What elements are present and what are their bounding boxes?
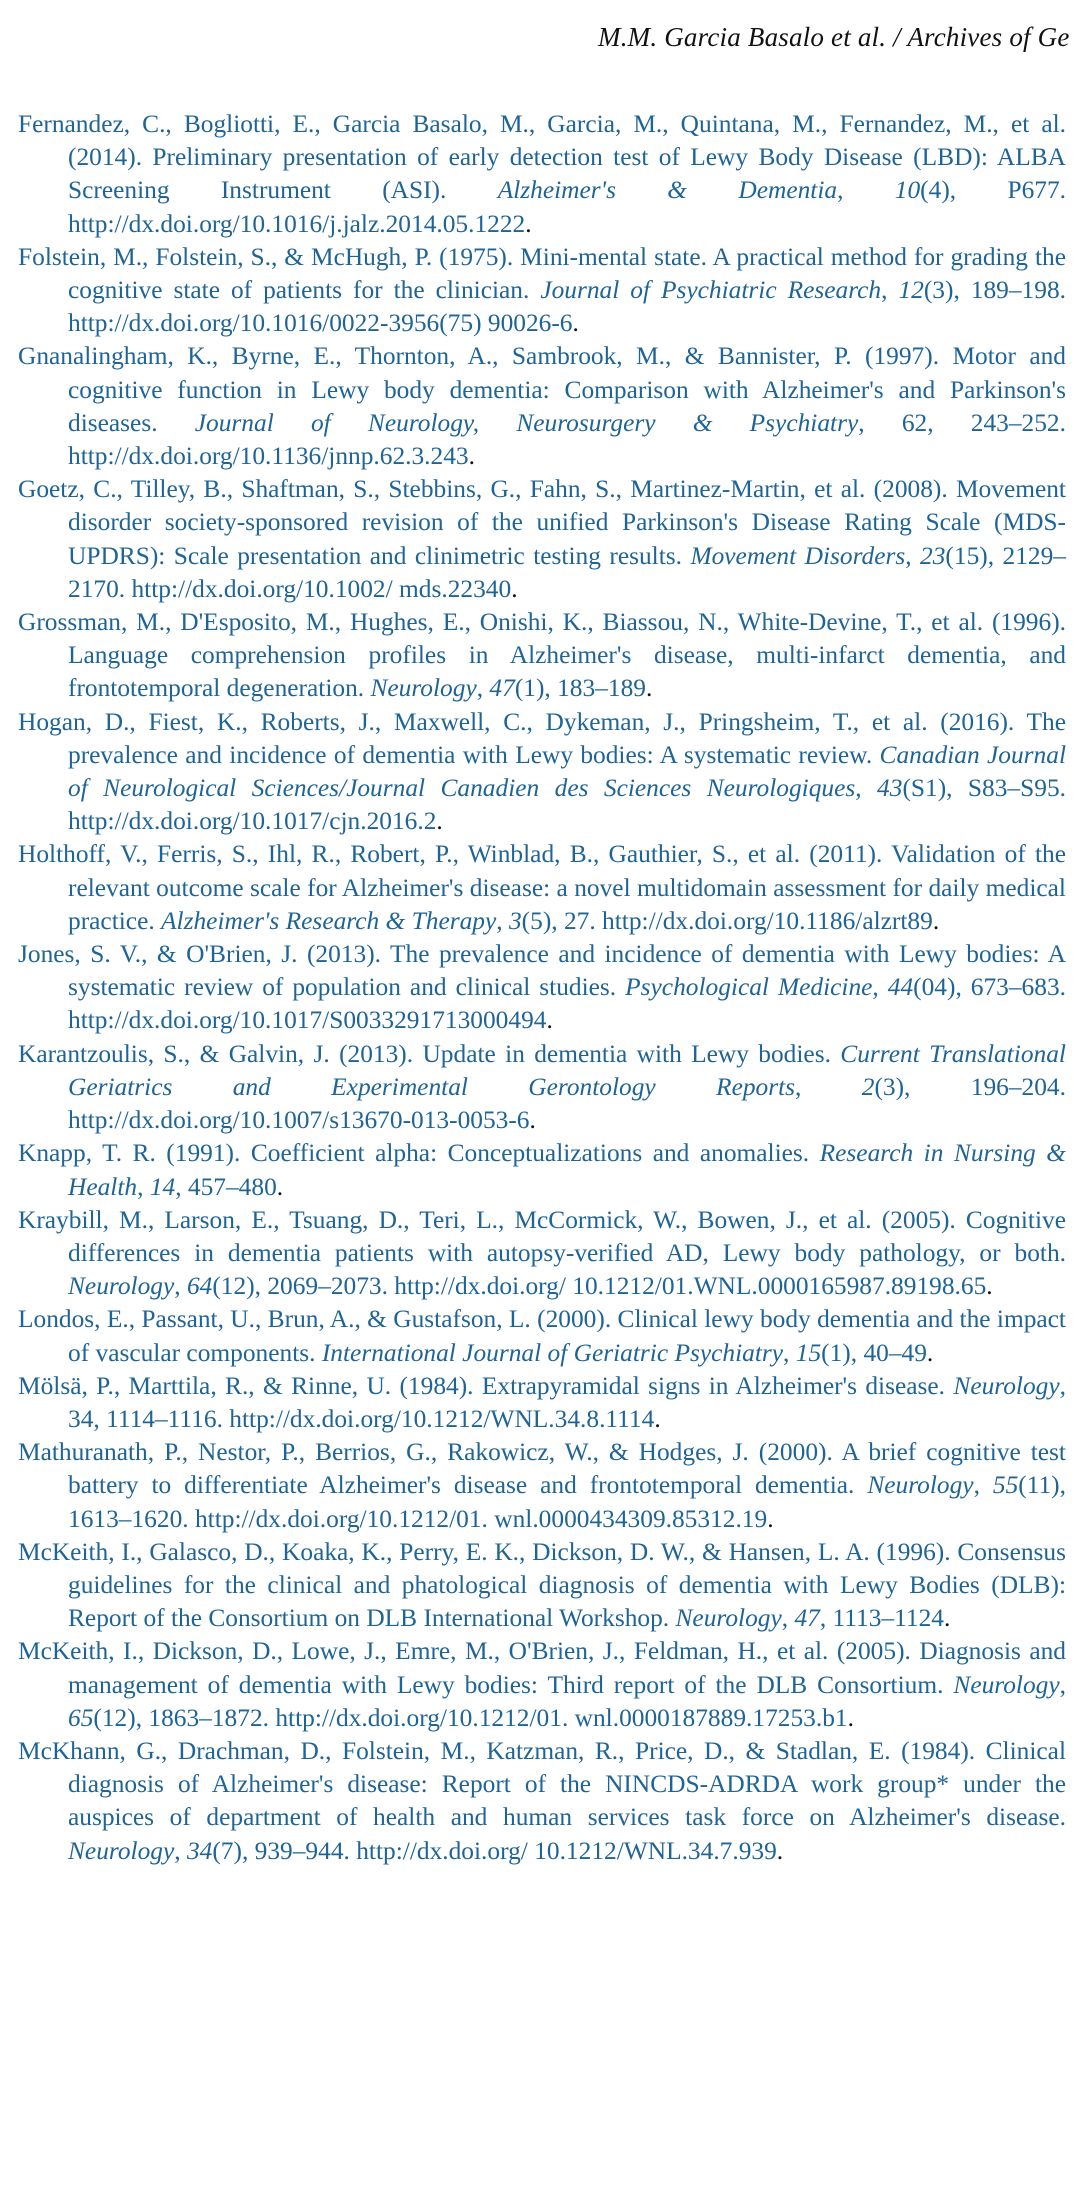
reference-volume: 3 [508,906,522,935]
reference-pages: , 1113–1124 [819,1604,944,1633]
separator: , [783,1338,796,1367]
separator: , [973,1471,993,1500]
reference-item[interactable] [18,340,1066,473]
reference-citation: McKhann, G., Drachman, D., Folstein, M., Katzman, R., Price, D., & Stadlan, E. (1984). Clinical diagnosis of Alzheimer's disease: Report of the NINCDS-ADRDA work group* under the auspices of department of health and human services task force on Alzheimer's disease. [18,1736,1066,1832]
separator: , [137,1172,150,1201]
period: . [943,1604,951,1633]
reference-citation: Londos, E., Passant, U., Brun, A., & Gustafson, L. (2000). Clinical lewy body dementia and the impact of vascular components. [18,1305,1066,1367]
reference-citation: Goetz, C., Tilley, B., Shaftman, S., Stebbins, G., Fahn, S., Martinez-Martin, et al. (2008). Movement disorder society-sponsored revision of the unified Parkinson's Disease Rating Scale (MDS-UPDRS): Scale presentation and clinimetric testing results. [18,475,1066,570]
reference-item[interactable] [18,1635,1066,1735]
reference-doi[interactable]: (3), 189–198. http://dx.doi.org/10.1016/0022-3956(75) 90026-6 [68,276,1066,338]
reference-journal: Alzheimer's & Dementia [497,176,838,205]
separator: , [496,906,509,935]
reference-volume: 2 [861,1072,875,1101]
reference-doi[interactable]: (7), 939–944. http://dx.doi.org/ 10.1212/WNL.34.7.939 [212,1836,777,1865]
reference-citation: Holthoff, V., Ferris, S., Ihl, R., Robert, P., Winblad, B., Gauthier, S., et al. (2011). Validation of the relevant outcome scale for Alzheimer's disease: a novel multidomain assessment for daily medical practice. [18,840,1066,935]
reference-item[interactable] [18,1303,1066,1369]
reference-doi[interactable]: (4), P677. http://dx.doi.org/10.1016/j.jalz.2014.05.1222 [68,176,1067,238]
reference-volume: 44 [887,973,914,1002]
reference-doi[interactable]: , 243–252. http://dx.doi.org/10.1136/jnnp.62.3.243 [68,408,1066,471]
reference-item[interactable] [18,1436,1066,1536]
reference-item[interactable] [18,1204,1066,1304]
reference-doi[interactable]: (04), 673–683. http://dx.doi.org/10.1017/S0033291713000494 [68,973,1066,1035]
reference-volume: 34 [186,1836,213,1865]
period: . [926,1338,934,1367]
reference-pages: , 457–480 [175,1172,277,1201]
reference-citation: Karantzoulis, S., & Galvin, J. (2013). Update in dementia with Lewy bodies. [18,1039,841,1068]
separator: , [858,408,902,437]
period: . [276,1172,284,1201]
reference-doi[interactable]: (11), 1613–1620. http://dx.doi.org/10.1212/01. wnl.0000434309.85312.19 [68,1471,1066,1533]
reference-item[interactable] [18,838,1066,938]
reference-citation: Mathuranath, P., Nestor, P., Berrios, G., Rakowicz, W., & Hodges, J. (2000). A brief cognitive test battery to differentiate Alzheimer's disease and frontotemporal dementia. [18,1438,1066,1500]
reference-doi[interactable]: (3), 196–204. http://dx.doi.org/10.1007/s13670-013-0053-6 [68,1072,1066,1135]
reference-item[interactable] [18,606,1066,706]
reference-item[interactable] [18,1038,1066,1138]
reference-volume: 55 [992,1471,1019,1500]
reference-volume: 47 [794,1604,820,1633]
reference-item[interactable] [18,241,1066,341]
reference-citation: Grossman, M., D'Esposito, M., Hughes, E., Onishi, K., Biassou, N., White-Devine, T., et al. (1996). Language comprehension profiles in Alzheimer's disease, multi-infarct dementia, and frontotemporal degeneration. [18,608,1066,703]
reference-item[interactable] [18,1536,1066,1636]
separator: , [1059,1371,1066,1400]
period: . [572,309,579,338]
reference-volume: 64 [186,1272,213,1301]
period: . [776,1836,784,1865]
reference-doi[interactable]: (12), 1863–1872. http://dx.doi.org/10.1212/01. wnl.0000187889.17253.b1 [93,1703,848,1732]
period: . [436,807,443,836]
reference-journal: Neurology [675,1604,782,1633]
period: . [511,574,518,603]
reference-item[interactable] [18,1370,1066,1436]
reference-journal: International Journal of Geriatric Psychiatry [321,1338,784,1367]
reference-doi[interactable]: (15), 2129–2170. http://dx.doi.org/10.1002/ mds.22340 [68,541,1066,603]
reference-journal: Current Translational Geriatrics and Experimental Gerontology Reports [68,1039,1066,1101]
reference-journal: Research in Nursing & Health [68,1139,1066,1201]
period: . [847,1703,854,1732]
reference-item[interactable] [18,1735,1066,1868]
reference-journal: Neurology [68,1836,175,1865]
period: . [654,1404,661,1433]
period: . [986,1272,993,1301]
reference-journal: Canadian Journal of Neurological Sciences/Journal Canadien des Sciences Neurologiques [68,740,1066,803]
separator: , [905,541,921,570]
reference-journal: Alzheimer's Research & Therapy [161,906,497,935]
reference-journal: Journal of Psychiatric Research [540,276,882,305]
period: . [767,1504,774,1533]
reference-volume: 15 [795,1338,822,1367]
reference-item[interactable] [18,1137,1066,1203]
period: . [932,906,940,935]
separator: , [781,1604,795,1633]
reference-citation: Fernandez, C., Bogliotti, E., Garcia Basalo, M., Garcia, M., Quintana, M., Fernandez, M., et al. (2014). Preliminary presentation of early detection test of Lewy Body Disease (LBD): ALBA Screening Instrument (ASI). [18,110,1066,205]
reference-volume: 23 [920,541,946,570]
running-head: M.M. Garcia Basalo et al. / Archives of Ge [598,22,1070,52]
reference-item[interactable] [18,706,1066,839]
reference-pages: (1), 183–189 [514,674,646,703]
reference-volume: 12 [898,276,924,305]
reference-journal: Movement Disorders [690,541,906,570]
reference-journal: Psychological Medicine [625,973,873,1002]
separator: , [872,973,888,1002]
reference-journal: Journal of Neurology, Neurosurgery & Psychiatry [194,408,859,437]
reference-item[interactable] [18,473,1066,606]
reference-doi[interactable]: (12), 2069–2073. http://dx.doi.org/ 10.1212/01.WNL.0000165987.89198.65 [212,1272,987,1301]
reference-volume: 62 [901,408,928,437]
reference-citation: Hogan, D., Fiest, K., Roberts, J., Maxwell, C., Dykeman, J., Pringsheim, T., et al. (2016). The prevalence and incidence of dementia with Lewy bodies: A systematic review. [18,707,1066,769]
reference-journal: Neurology [867,1471,974,1500]
reference-volume: 34 [68,1404,94,1433]
reference-doi[interactable]: (S1), S83–S95. http://dx.doi.org/10.1017/cjn.2016.2 [68,774,1066,836]
reference-journal: Neurology [953,1371,1060,1400]
period: . [468,442,475,471]
separator: , [837,176,895,205]
reference-volume: 14 [149,1172,176,1201]
reference-volume: 43 [877,774,903,803]
reference-citation: Kraybill, M., Larson, E., Tsuang, D., Teri, L., McCormick, W., Bowen, J., et al. (2005). Cognitive differences in dementia patients with autopsy-verified AD, Lewy body pathology, or both. [18,1205,1066,1267]
reference-citation: Knapp, T. R. (1991). Coefficient alpha: Conceptualizations and anomalies. [18,1139,820,1168]
separator: , [881,276,899,305]
reference-doi[interactable]: , 1114–1116. http://dx.doi.org/10.1212/WNL.34.8.1114 [93,1404,655,1433]
reference-volume: 65 [68,1703,94,1732]
reference-citation: Gnanalingham, K., Byrne, E., Thornton, A., Sambrook, M., & Bannister, P. (1997). Motor and cognitive function in Lewy body dementia: Comparison with Alzheimer's and Parkinson's diseases. [18,342,1066,437]
reference-citation: McKeith, I., Dickson, D., Lowe, J., Emre, M., O'Brien, J., Feldman, H., et al. (2005). Diagnosis and management of dementia with Lewy bodies: Third report of the DLB Consortium. [18,1637,1066,1699]
reference-pages: (1), 40–49 [821,1338,927,1367]
separator: , [174,1836,187,1865]
reference-journal: Neurology [68,1272,175,1301]
separator: , [795,1072,862,1101]
reference-item[interactable] [18,938,1066,1038]
reference-citation: Jones, S. V., & O'Brien, J. (2013). The prevalence and incidence of dementia with Lewy bodies: A systematic review of population and clinical studies. [18,940,1066,1002]
separator: , [174,1272,187,1301]
reference-volume: 47 [489,674,515,703]
period: . [645,674,653,703]
reference-list [18,108,1066,1868]
reference-citation: Folstein, M., Folstein, S., & McHugh, P. (1975). Mini-mental state. A practical method for grading the cognitive state of patients for the clinician. [18,242,1066,305]
reference-volume: 10 [894,176,921,205]
period: . [529,1106,536,1135]
period: . [525,209,532,238]
separator: , [476,674,490,703]
period: . [546,1006,553,1035]
reference-citation: Mölsä, P., Marttila, R., & Rinne, U. (1984). Extrapyramidal signs in Alzheimer's disease. [18,1371,954,1400]
reference-journal: Neurology [953,1670,1060,1699]
separator: , [855,774,878,803]
reference-journal: Neurology [370,674,477,703]
reference-doi[interactable]: (5), 27. http://dx.doi.org/10.1186/alzrt89 [521,906,933,935]
reference-item[interactable] [18,108,1066,241]
reference-citation: McKeith, I., Galasco, D., Koaka, K., Perry, E. K., Dickson, D. W., & Hansen, L. A. (1996). Consensus guidelines for the clinical and phatological diagnosis of dementia with Lewy Bodies (DLB): Report of the Consortium on DLB International Workshop. [18,1537,1066,1633]
separator: , [1059,1670,1066,1699]
